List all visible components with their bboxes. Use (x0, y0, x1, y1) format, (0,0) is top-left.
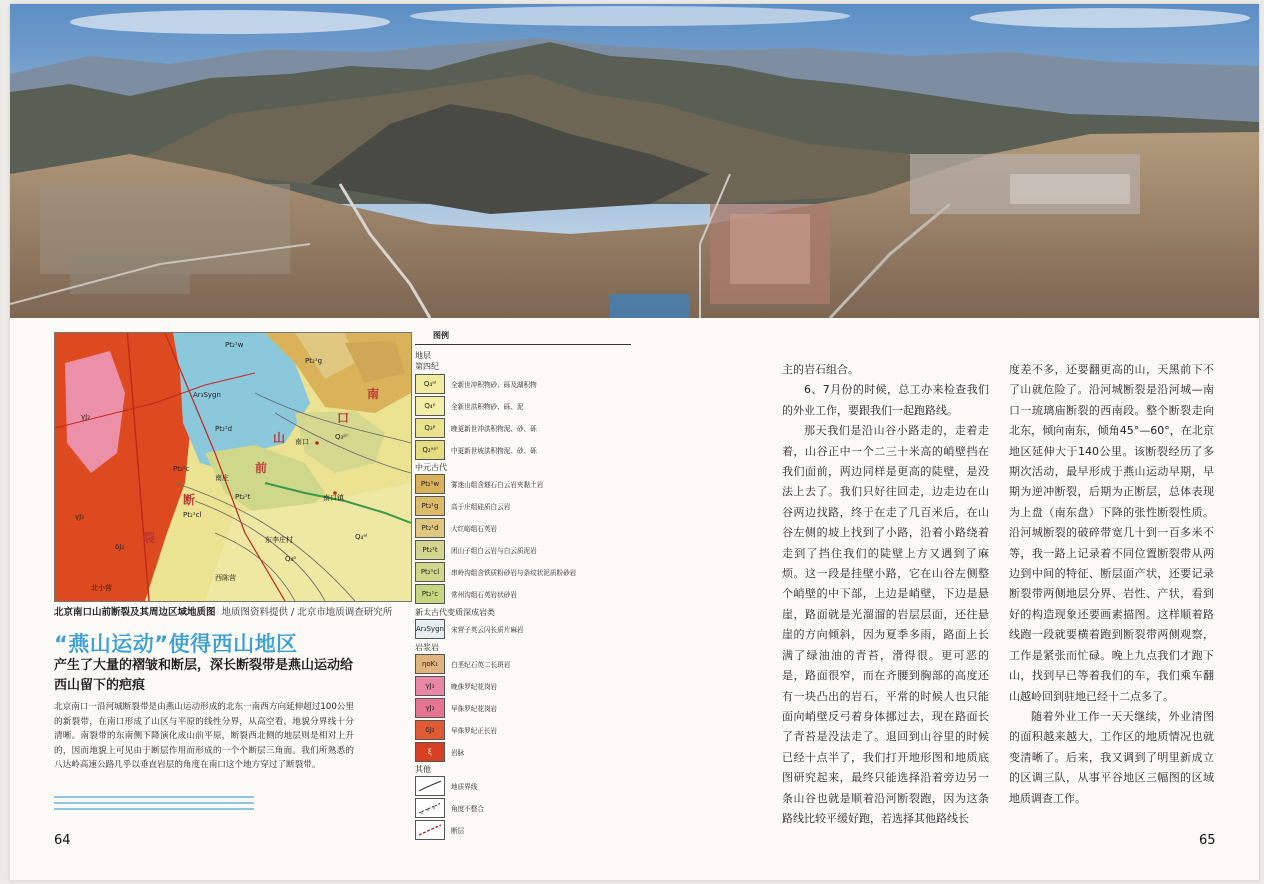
legend-text: 全新世洪积物砂、砾、泥 (451, 403, 524, 411)
legend-item (415, 720, 635, 740)
map-unit-label: Pt₂¹w (225, 341, 244, 349)
legend-item (415, 396, 635, 416)
map-place-label: 西陈营 (215, 574, 236, 582)
map-caption-title: 北京南口山前断裂及其周边区域地质图 (54, 607, 216, 618)
paragraph: 主的岩石组合。 (782, 363, 859, 376)
legend-item (415, 496, 635, 516)
fault-name-char: 裂 (143, 531, 156, 545)
section-heading: “燕山运动”使得西山地区 (54, 632, 298, 656)
legend-group-label: 第四纪 (415, 362, 439, 371)
legend-swatch: Pt₂¹w (415, 474, 445, 494)
legend-text: 中更新世坡洪积物泥、砂、砾 (451, 447, 537, 455)
legend-swatch-fault (415, 820, 445, 840)
legend-swatch: Pt₂¹cl (415, 562, 445, 582)
legend-text: 常州沟组石英岩状砂岩 (451, 591, 517, 599)
map-unit-label: Q₃ᵖˡ (335, 433, 348, 441)
fault-name-char: 前 (255, 461, 268, 475)
magazine-spread (10, 4, 1259, 880)
legend-title: 图例 (433, 331, 449, 340)
legend-text: 全新世冲积物砂、砾及湖积物 (451, 381, 537, 389)
map-caption (54, 604, 392, 618)
legend-text: 宋营子英云闪长质片麻岩 (451, 626, 524, 634)
legend-swatch: Q₂ᵃᵖˡ (415, 440, 445, 460)
aerial-photo (10, 4, 1259, 318)
fault-name-char: 山 (273, 431, 286, 445)
paragraph: 度差不多，还要翻更高的山，天黑前下不了山就危险了。沿河城断裂是沿河城—南口一琉璃庙断裂的西南段。整个断裂走向北东，倾向南东，倾角45°—60°，在北京地区延伸大于140公里。该断裂经历了多期次活动，最早形成于燕山运动早期，早期为逆冲断裂，后期为正断层，总体表现为上盘（南东盘）下降的张性断裂性质。沿河城断裂的破碎带宽几十到一百多米不等，我一路上记录着不同位置断裂带从两边到中间的特征、断层面产状，还要记录断裂带两侧地层分界、岩性、产状，看到好的构造现象还要画素描图。这样顺着路线跑一段就要横着跑到断裂带两侧观察，工作是紧张而忙碌。晚上九点我们才跑下山，找到早已等着我们的车，我们乘车翻山越岭回到驻地已经十二点多了。 (1009, 363, 1214, 703)
paragraph: 那天我们是沿山谷小路走的，走着走着，山谷正中一个二三十米高的峭壁挡在我们面前，两边同样是更高的陡壁，是没法上去了。我们只好往回走，边走边在山谷两边找路，终于在走了几百米后，在山谷左侧的坡上找到了小路，沿着小路绕着走到了挡住我们的陡壁上方又遇到了麻烦。这一段是挂壁小路，它在山谷左侧整个峭壁的中下部，上边是峭壁，下边是悬崖，路面就是光溜溜的岩层层面，还往悬崖的方向倾斜，因为夏季多雨，路面上长满了绿油油的青苔，滑得很。更可恶的是，路面很窄，而在齐腰到胸部的高度还有一块凸出的岩石，平常的时候人也只能面向峭壁反弓着身体挪过去，现在路面长了青苔是没法走了。退回到山谷里的时候已经十点半了，我们打开地形图和地质底图研究起来，最终只能选择沿着旁边另一条山谷也就是顺着沿河断裂跑，因为这条路线比较平缓好跑，若选择其他路线长 (782, 424, 989, 825)
legend-item (415, 742, 635, 762)
legend-item (415, 374, 635, 394)
fault-name-char: 断 (183, 493, 196, 507)
legend-swatch: ηοK₁ (415, 654, 445, 674)
legend-swatch: δJ₂ (415, 720, 445, 740)
map-unit-label: Pt₂¹g (305, 357, 323, 365)
legend-item (415, 698, 635, 718)
map-unit-label: γJ₃ (75, 513, 85, 521)
map-unit-label: Pt₂¹c (173, 465, 190, 473)
legend-swatch: γJ₂ (415, 698, 445, 718)
legend-item (415, 798, 635, 818)
legend-item (415, 562, 635, 582)
legend-swatch: Pt₂¹c (415, 584, 445, 604)
legend-swatch-unconformity (415, 798, 445, 818)
legend-item (415, 440, 635, 460)
map-place-label: 南庄 (215, 474, 229, 482)
section-subheading: 产生了大量的褶皱和断层，深长断裂带是燕山运动给西山留下的疤痕 (54, 658, 354, 693)
map-place-label: 南口镇 (323, 494, 344, 502)
map-unit-label: γJ₂ (81, 413, 91, 421)
legend-text: 晚侏罗纪花岗岩 (451, 683, 498, 691)
map-unit-label: Pt₂¹d (215, 425, 233, 433)
legend-swatch: ξ (415, 742, 445, 762)
legend-item (415, 418, 635, 438)
legend-text: 串岭沟组含铁质粉砂岩与条纹状泥质粉砂岩 (451, 569, 577, 577)
legend-item (415, 584, 635, 604)
legend-swatch: Q₄ᵖ (415, 396, 445, 416)
legend-text: 早侏罗纪正长岩 (451, 727, 498, 735)
legend-item (415, 540, 635, 560)
legend-text: 团山子组白云岩与白云质泥岩 (451, 547, 537, 555)
legend-swatch-boundary (415, 776, 445, 796)
map-place-label: 南口 (295, 438, 309, 446)
legend-group-label: 中元古代 (415, 463, 447, 472)
map-unit-label: δJ₂ (115, 543, 125, 551)
fault-name-char: 南 (367, 387, 380, 401)
left-body-text: 北京南口一沿河城断裂带是由燕山运动形成的北东一南西方向延伸超过100公里的新裂带，在南口形成了山区与平原的线性分界，从高空看，地貌分界线十分清晰。南裂带的东南侧下降演化成山前平原，断裂西北侧的地层则是相对上升的，因而地貌上可见由于断层作用而形成的一个个断层三角面。我们所熟悉的八达岭高速公路几乎以垂直岩层的角度在南口这个地方穿过了断裂带。 (54, 702, 354, 771)
legend-swatch: Q₃ᵖ (415, 418, 445, 438)
legend-text: 地质界线 (451, 783, 478, 791)
legend-swatch: Pt₂¹t (415, 540, 445, 560)
legend-item (415, 676, 635, 696)
fault-name-char: 口 (337, 411, 350, 425)
legend-swatch: Q₄ᵃˡ (415, 374, 445, 394)
legend-group-label: 其他 (415, 765, 431, 774)
legend-group-label: 岩浆岩 (415, 643, 439, 652)
map-unit-label: Pt₂¹t (235, 493, 251, 501)
legend-group-label: 新太古代变质深成岩类 (415, 608, 495, 617)
decorative-line (54, 808, 254, 810)
legend-swatch: Pt₂¹d (415, 518, 445, 538)
map-legend (415, 330, 635, 810)
legend-text: 大红峪组石英岩 (451, 525, 498, 533)
legend-text: 雾迷山组含燧石白云岩夹黏土岩 (451, 481, 544, 489)
legend-item (415, 820, 635, 840)
legend-item (415, 654, 635, 674)
paragraph: 6、7月份的时候，总工办来检查我们的外业工作，要跟我们一起跑路线。 (782, 383, 989, 417)
legend-spacer (415, 330, 635, 350)
legend-item (415, 518, 635, 538)
legend-text: 角度不整合 (451, 805, 484, 813)
legend-swatch: γJ₃ (415, 676, 445, 696)
legend-group-label: 地层 (415, 351, 431, 360)
map-unit-label: Q₄ᵖ (285, 555, 297, 563)
body-column-1 (782, 360, 989, 829)
legend-item (415, 474, 635, 494)
map-place-label: 北小营 (91, 584, 112, 592)
map-caption-credit: 地质图资料提供 / 北京市地质调查研究所 (221, 607, 393, 618)
decorative-line (54, 796, 254, 798)
map-unit-label: Q₄ᵃˡ (355, 533, 368, 541)
legend-item (415, 776, 635, 796)
legend-swatch: Pt₂¹g (415, 496, 445, 516)
legend-item (415, 619, 635, 639)
legend-swatch: Ar₃Sygn (415, 619, 445, 639)
map-unit-label: Pt₂¹cl (183, 511, 202, 519)
map-place-label: 东李庄村 (265, 536, 293, 544)
legend-text: 断层 (451, 827, 465, 835)
geological-map (54, 332, 412, 602)
map-unit-label: Ar₃Sygn (193, 391, 221, 399)
legend-text: 早侏罗纪花岗岩 (451, 705, 498, 713)
legend-text: 高于庄组硅质白云岩 (451, 503, 511, 511)
legend-text: 晚更新世冲洪积物泥、砂、砾 (451, 425, 537, 433)
legend-text: 白垩纪石英二长斑岩 (451, 661, 511, 669)
paragraph: 随着外业工作一天天继续，外业清图的面积越来越大，工作区的地质情况也就变清晰了。后来，我又调到了明里新成立的区调三队，从事平谷地区三幅图的区域地质调查工作。 (1009, 709, 1214, 805)
page-number-right: 65 (1199, 833, 1216, 848)
body-column-2 (1009, 360, 1214, 809)
legend-text: 岩脉 (451, 749, 465, 757)
decorative-line (54, 802, 254, 804)
page-number-left: 64 (54, 833, 71, 848)
